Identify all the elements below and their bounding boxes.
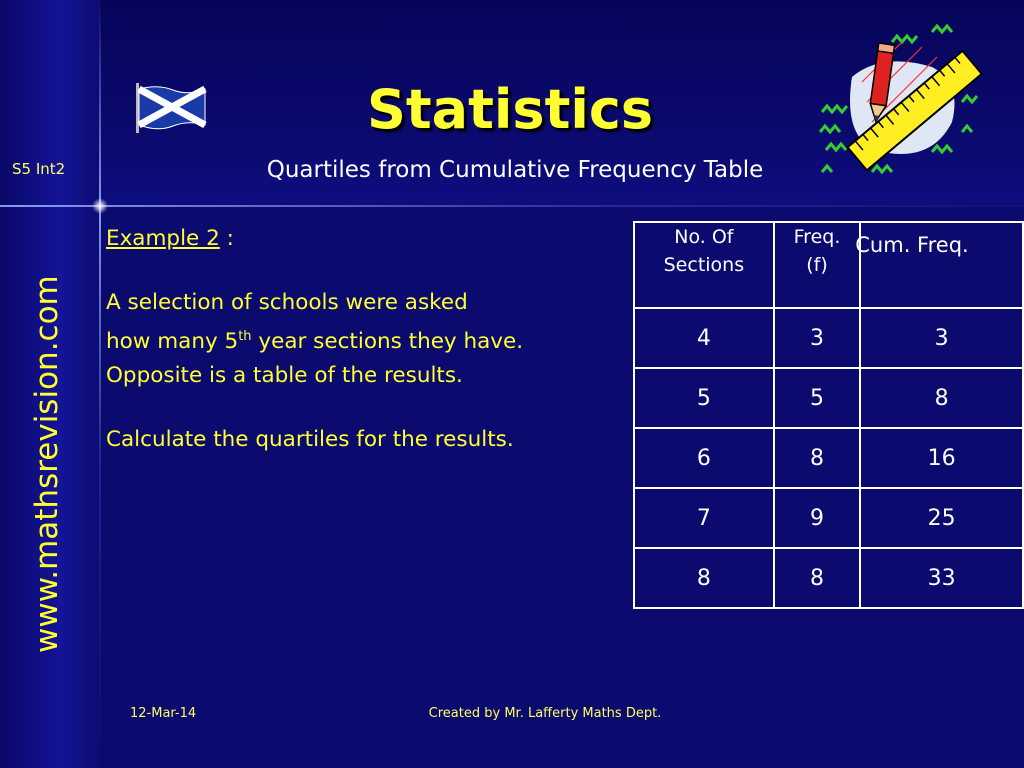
cell-sections: 8 xyxy=(634,548,774,608)
cell-sections: 5 xyxy=(634,368,774,428)
example-heading-line xyxy=(106,222,626,256)
table-header-row xyxy=(634,222,1023,308)
cell-sections: 4 xyxy=(634,308,774,368)
cell-sections: 6 xyxy=(634,428,774,488)
table-row xyxy=(634,428,1023,488)
cell-cum-freq: 33 xyxy=(860,548,1023,608)
cell-freq: 8 xyxy=(774,548,861,608)
example-line-3: Opposite is a table of the results. xyxy=(106,363,463,389)
example-line-2-pre: how many 5 xyxy=(106,329,239,355)
example-line-2-sup: th xyxy=(238,329,252,344)
example-heading-suffix: : xyxy=(219,226,234,251)
cell-freq: 5 xyxy=(774,368,861,428)
ruler-pencil-icon xyxy=(812,22,987,190)
table-row xyxy=(634,548,1023,608)
example-heading: Example 2 xyxy=(106,226,220,251)
example-line-2-post: year sections they have. xyxy=(251,329,524,355)
slide-title: Statistics xyxy=(366,78,654,141)
course-label: S5 Int2 xyxy=(12,160,66,178)
spacer xyxy=(106,256,626,286)
scottish-saltire-flag-icon xyxy=(133,83,208,133)
example-line-1: A selection of schools were asked xyxy=(106,290,468,315)
cell-sections: 7 xyxy=(634,488,774,548)
example-line-2 xyxy=(106,320,626,359)
header-freq-line1: Freq. xyxy=(793,226,841,248)
example-line-4: Calculate the quartiles for the results. xyxy=(106,427,514,453)
header-sections-line1: No. Of xyxy=(674,226,734,248)
cell-cum-freq: 25 xyxy=(860,488,1023,548)
table-row xyxy=(634,368,1023,428)
header-freq xyxy=(774,222,861,308)
table-row xyxy=(634,488,1023,548)
slide-subtitle: Quartiles from Cumulative Frequency Table xyxy=(266,157,764,183)
cell-freq: 8 xyxy=(774,428,861,488)
divider-sparkle xyxy=(92,198,108,214)
header-freq-line2: (f) xyxy=(806,254,828,276)
spacer xyxy=(106,393,626,423)
example-text xyxy=(106,222,626,457)
website-url: www.mathsrevision.com xyxy=(29,275,65,653)
cell-cum-freq: 3 xyxy=(860,308,1023,368)
header-cum-freq xyxy=(855,222,1023,308)
cell-freq: 9 xyxy=(774,488,861,548)
horizontal-divider xyxy=(0,205,1024,207)
header-cum-freq-label: Cum. Freq. xyxy=(855,233,969,257)
table-row xyxy=(634,308,1023,368)
header-sections-line2: Sections xyxy=(663,254,745,276)
vertical-divider xyxy=(99,0,101,768)
header-sections xyxy=(634,222,774,308)
frequency-table xyxy=(633,221,1024,609)
cell-cum-freq: 16 xyxy=(860,428,1023,488)
cell-freq: 3 xyxy=(774,308,861,368)
footer-credit: Created by Mr. Lafferty Maths Dept. xyxy=(428,706,662,721)
footer-date: 12-Mar-14 xyxy=(130,706,197,721)
cell-cum-freq: 8 xyxy=(860,368,1023,428)
